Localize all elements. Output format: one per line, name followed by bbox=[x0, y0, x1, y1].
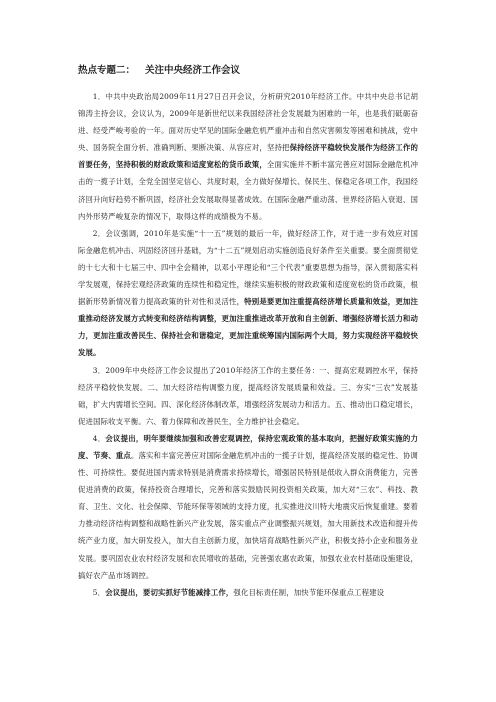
paragraph-1 bbox=[78, 88, 418, 225]
title-label: 热点专题二： bbox=[78, 65, 136, 76]
paragraph-text: 5． bbox=[92, 587, 106, 597]
paragraph-text: 全面实施并不断丰富完善应对国际金融危机冲击的一揽子计划，全党全国坚定信心、共度时艰，全力做好保增长、保民生、保稳定各项工作，我国经济回升向好趋势不断巩固，经济社会发展取得显著成效。在国际金融严重动荡、世界经济陷入衰退、国内外形势严峻复杂的情况下，取得这样的成绩极为不易。 bbox=[78, 160, 418, 221]
paragraph-text: 4． bbox=[92, 433, 106, 443]
title-text: 关注中央经济工作会议 bbox=[145, 65, 241, 76]
page-title bbox=[78, 64, 418, 78]
paragraph-2 bbox=[78, 225, 418, 362]
paragraph-text: 强化目标责任制，加快节能环保重点工程建设 bbox=[233, 587, 385, 597]
paragraph-text: 。落实和丰富完善应对国际金融危机冲击的一揽子计划，提高经济发展的稳定性、协调性、可持续性。要促进国内需求特别是消费需求持续增长，增强居民特别是低收入群众消费能力，完善促进消费的政策，保持投资合理增长，完善和落实鼓励民间投资相关政策，加大对“三农”、科技、教育、卫生、文化、社会保障、节能环保等领域的支持力度，扎实推进汶川特大地震灾后恢复重建。要着力推动经济结构调整和战略性新兴产业发展，落实重点产业调整振兴规划，加大用新技术改造和提升传统产业力度，加大研发投入，加大自主创新力度，加快培育战略性新兴产业，积极支持小企业和服务业发展。要巩固农业农村经济发展和农民增收的基础，完善强农惠农政策，加强农业农村基础设施建设，搞好农产品市场调控。 bbox=[78, 450, 418, 580]
paragraph-emphasis: 会议提出，要切实抓好节能减排工作， bbox=[105, 587, 234, 597]
paragraph-text: 1．中共中央政治局2009年11月27日召开会议，分析研究2010年经济工作。中共中央总书记胡锦涛主持会议，会议认为，2009年是新世纪以来我国经济社会发展最为困难的一年，也是我们砥砺奋进、经受严峻考验的一年。面对历史罕见的国际金融危机严重冲击和自然灾害频发等困难和挑战，党中央、国务院全面分析、准确判断、果断决策、从容应对，坚持把 bbox=[78, 92, 418, 153]
paragraph-text: 3．2009年中央经济工作会议提出了2010年经济工作的主要任务：一、提高宏观调控水平，保持经济平稳较快发展。二、加大经济结构调整力度，提高经济发展质量和效益。三、夯实“三农”发展基础，扩大内需增长空间。四、深化经济体制改革，增强经济发展动力和活力。五、推动出口稳定增长，促进国际收支平衡。六、着力保障和改善民生，全力维护社会稳定。 bbox=[78, 365, 418, 426]
paragraph-3 bbox=[78, 362, 418, 430]
paragraph-5 bbox=[78, 584, 418, 601]
paragraph-emphasis: 会议提出，明年要继续加强和改善宏观调控，保持宏观政策的基本取向，把握好政策实施的力度、节奏、重点 bbox=[78, 433, 418, 460]
paragraph-4 bbox=[78, 430, 418, 584]
paragraph-emphasis: 特别是要更加注重提高经济增长质量和效益，更加注重推动经济发展方式转变和经济结构调整，更加注重推进改革开放和自主创新、增强经济增长活力和动力，更加注重改善民生、保持社会和谐稳定，更加注重统筹国内国际两个大局，努力实现经济平稳较快发展。 bbox=[78, 297, 418, 358]
paragraph-emphasis: 保持经济平稳较快发展作为经济工作的首要任务，坚持积极的财政政策和适度宽松的货币政策， bbox=[78, 143, 418, 170]
paragraph-text: 2．会议强调，2010年是实施“十一五”规划的最后一年，做好经济工作，对于进一步有效应对国际金融危机冲击、巩固经济回升基础，为“十二五”规划启动实施创造良好条件至关重要。要全面贯彻党的十七大和十七届三中、四中全会精神，以邓小平理论和“三个代表”重要思想为指导，深入贯彻落实科学发展观，保持宏观经济政策的连续性和稳定性，继续实施积极的财政政策和适度宽松的货币政策，根据新形势新情况着力提高政策的针对性和灵活性， bbox=[78, 228, 418, 307]
